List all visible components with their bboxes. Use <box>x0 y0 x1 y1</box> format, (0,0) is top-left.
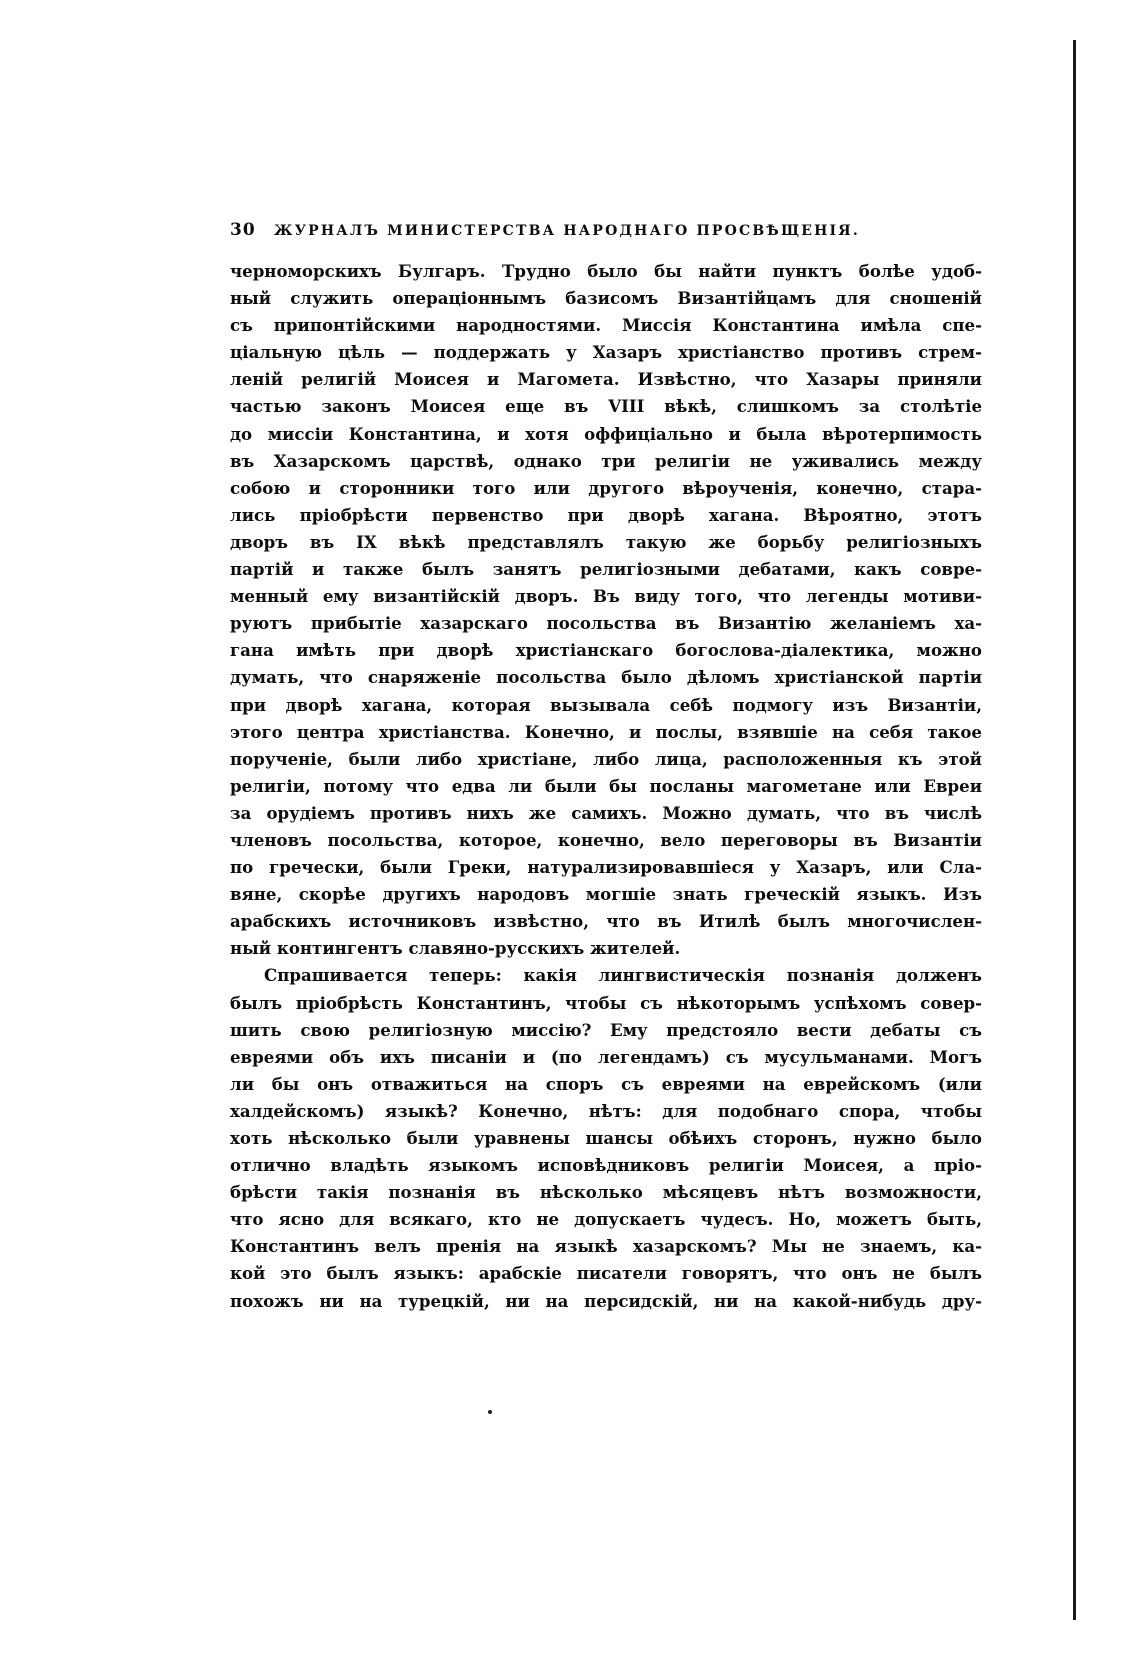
page-edge-rule <box>1073 40 1076 1620</box>
text-line: за орудіемъ противъ нихъ же самихъ. Можно думать, что въ числѣ <box>230 802 982 823</box>
text-line: частью законъ Моисея еще въ VIII вѣкѣ, слишкомъ за столѣтіе <box>230 396 982 417</box>
text-line: руютъ прибытіе хазарскаго посольства въ Византію желаніемъ ха- <box>230 613 982 634</box>
text-line: Спрашивается теперь: какія лингвистическія познанія долженъ <box>264 965 982 986</box>
text-line: леній религій Моисея и Магомета. Извѣстно, что Хазары приняли <box>230 369 982 390</box>
text-line: ный служить операціоннымъ базисомъ Византійцамъ для сношеній <box>230 288 982 309</box>
text-line: Константинъ велъ пренія на языкѣ хазарскомъ? Мы не знаемъ, ка- <box>230 1236 982 1257</box>
printer-dot <box>488 1410 492 1414</box>
text-line: собою и сторонники того или другого вѣроученія, конечно, стара- <box>230 477 982 498</box>
text-line: халдейскомъ) языкѣ? Конечно, нѣтъ: для подобнаго спора, чтобы <box>230 1100 982 1121</box>
text-line: ный контингентъ славяно-русскихъ жителей. <box>230 938 681 959</box>
text-line: по гречески, были Греки, натурализировавшіеся у Хазаръ, или Сла- <box>230 857 982 878</box>
paragraph-2 <box>230 962 982 1314</box>
text-line: черноморскихъ Булгаръ. Трудно было бы найти пунктъ болѣе удоб- <box>230 261 982 281</box>
text-line: евреями объ ихъ писаніи и (по легендамъ) съ мусульманами. Могъ <box>230 1046 982 1067</box>
text-line: въ Хазарскомъ царствѣ, однако три религіи не уживались между <box>230 450 982 471</box>
text-line: лись пріобрѣсти первенство при дворѣ хагана. Вѣроятно, этотъ <box>230 504 982 525</box>
text-line: порученіе, были либо христіане, либо лица, расположенныя къ этой <box>230 748 982 769</box>
text-line: кой это былъ языкъ: арабскіе писатели говорятъ, что онъ не былъ <box>230 1263 982 1284</box>
running-head <box>230 220 982 246</box>
text-line: похожъ ни на турецкій, ни на персидскій, ни на какой-нибудь дру- <box>230 1290 982 1311</box>
text-line: этого центра христіанства. Конечно, и послы, взявшіе на себя такое <box>230 721 982 742</box>
paragraph-1 <box>230 258 982 962</box>
text-line: при дворѣ хагана, которая вызывала себѣ подмогу изъ Византіи, <box>230 694 982 715</box>
text-line: съ припонтійскими народностями. Миссія Константина имѣла спе- <box>230 315 982 336</box>
text-line: религіи, потому что едва ли были бы посланы магометане или Евреи <box>230 775 982 796</box>
text-line: партій и также былъ занятъ религіозными дебатами, какъ совре- <box>230 559 982 580</box>
text-line: вяне, скорѣе другихъ народовъ могшіе знать греческій языкъ. Изъ <box>230 884 982 905</box>
text-line: до миссіи Константина, и хотя оффиціально и была вѣротерпимость <box>230 423 982 444</box>
text-line: гана имѣть при дворѣ христіанскаго богослова-діалектика, можно <box>230 640 982 661</box>
text-line: ціальную цѣль — поддержать у Хазаръ христіанство противъ стрем- <box>230 342 982 363</box>
book-page <box>230 220 982 1315</box>
page-number: 30 <box>230 220 256 240</box>
text-line: дворъ въ IX вѣкѣ представлялъ такую же борьбу религіозныхъ <box>230 531 982 552</box>
text-line: членовъ посольства, которое, конечно, вело переговоры въ Византіи <box>230 829 982 850</box>
text-line: ли бы онъ отважиться на споръ съ евреями на еврейскомъ (или <box>230 1073 982 1094</box>
text-line: отлично владѣть языкомъ исповѣдниковъ религіи Моисея, а пріо- <box>230 1155 982 1176</box>
text-line: шить свою религіозную миссію? Ему предстояло вести дебаты съ <box>230 1019 982 1040</box>
text-line: арабскихъ источниковъ извѣстно, что въ Итилѣ былъ многочислен- <box>230 911 982 932</box>
text-line: былъ пріобрѣсть Константинъ, чтобы съ нѣкоторымъ успѣхомъ совер- <box>230 992 982 1013</box>
text-line: менный ему византійскій дворъ. Въ виду того, что легенды мотиви- <box>230 586 982 607</box>
text-line: хоть нѣсколько были уравнены шансы обѣихъ сторонъ, нужно было <box>230 1128 982 1148</box>
text-line: что ясно для всякаго, кто не допускаетъ чудесъ. Но, можетъ быть, <box>230 1209 982 1230</box>
text-line: брѣсти такія познанія въ нѣсколько мѣсяцевъ нѣтъ возможности, <box>230 1182 982 1203</box>
text-line: думать, что снаряженіе посольства было дѣломъ христіанской партіи <box>230 667 982 688</box>
journal-title: ЖУРНАЛЪ МИНИСТЕРСТВА НАРОДНАГО ПРОСВѢЩЕНІЯ. <box>274 223 860 239</box>
